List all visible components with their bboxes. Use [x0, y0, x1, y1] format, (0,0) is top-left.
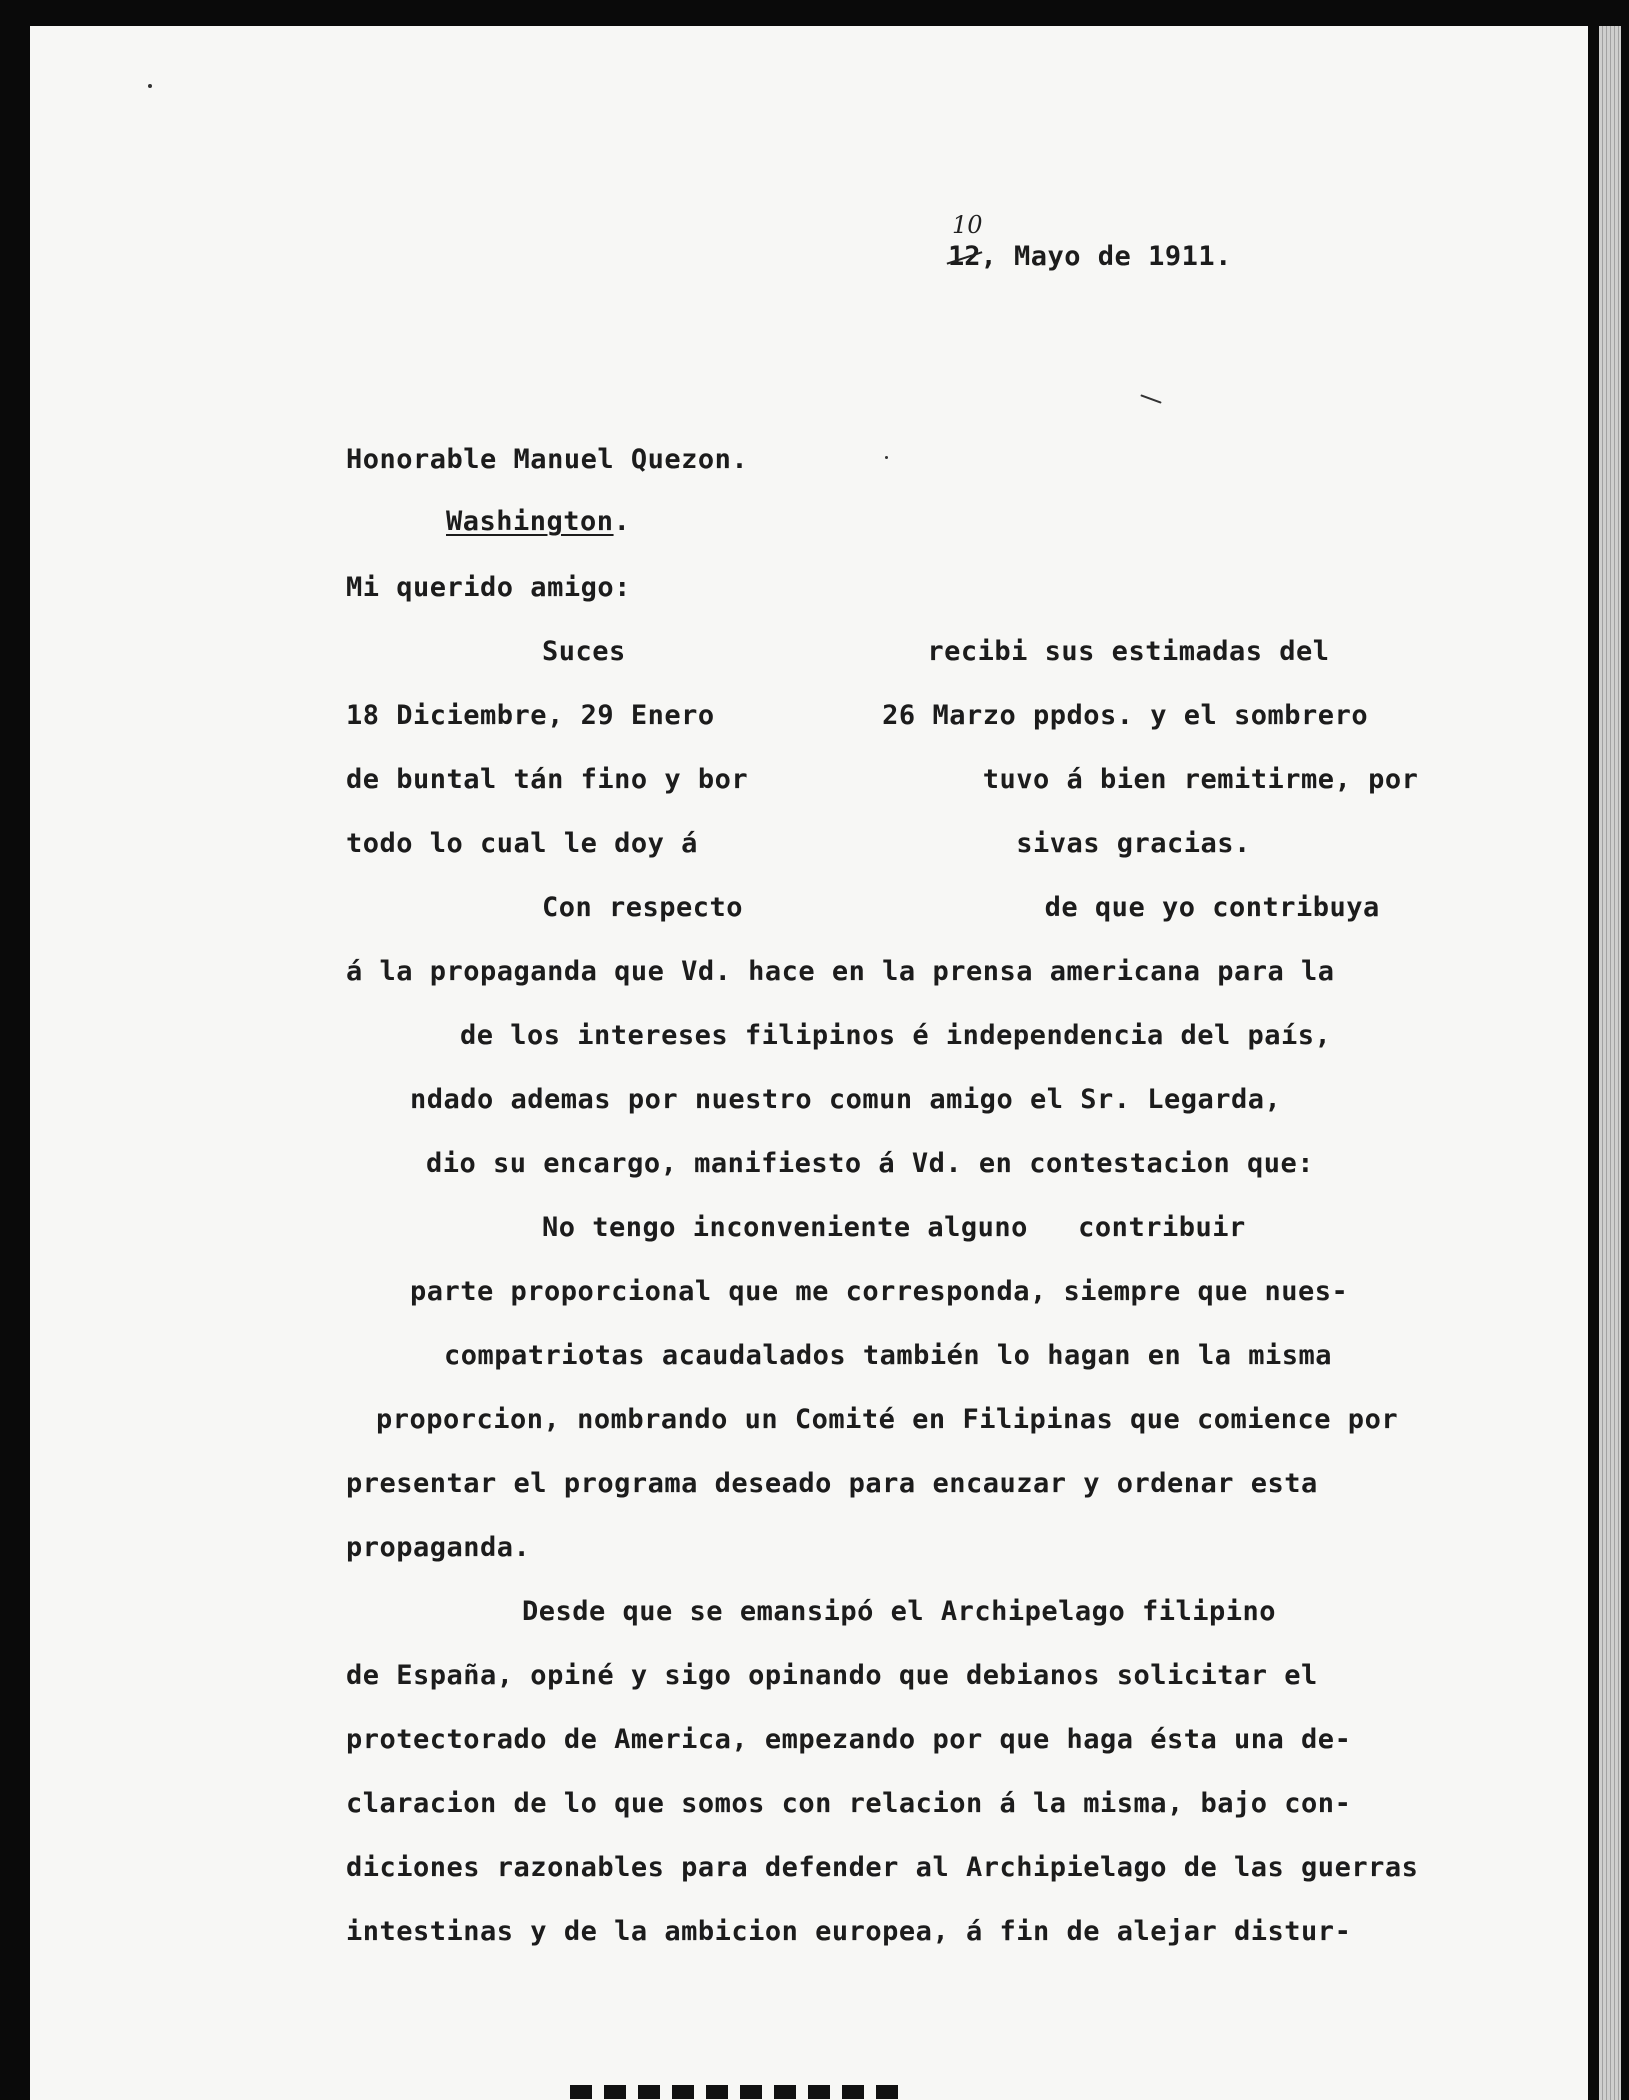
handwritten-day-number: 10: [952, 211, 983, 239]
scan-speck: [885, 456, 888, 459]
recipient-name: Honorable Manuel Quezon.: [346, 444, 749, 475]
recipient-city: Washington: [446, 506, 614, 537]
salutation: Mi querido amigo:: [346, 572, 631, 603]
body-line-2: 18 Diciembre, 29 Enero 26 Marzo ppdos. y el sombrero: [346, 700, 1369, 731]
body-line-18: protectorado de America, empezando por que haga ésta una de-: [346, 1724, 1352, 1755]
letter-date: [948, 211, 1232, 272]
scan-speck: [148, 84, 152, 88]
page-edge-stack: [1599, 26, 1621, 2100]
body-line-20: diciones razonables para defender al Archipielago de las guerras: [346, 1852, 1419, 1883]
recipient-city-line: [446, 506, 630, 537]
body-line-12: compatriotas acaudalados también lo hagan en la misma: [444, 1340, 1333, 1371]
body-line-7: de los intereses filipinos é independencia del país,: [460, 1020, 1332, 1051]
body-line-14: presentar el programa deseado para encauzar y ordenar esta: [346, 1468, 1318, 1499]
bottom-scan-marks: [570, 2085, 900, 2099]
body-line-4: todo lo cual le doy á sivas gracias.: [346, 828, 1251, 859]
body-line-8: ndado ademas por nuestro comun amigo el Sr. Legarda,: [410, 1084, 1282, 1115]
body-line-6: á la propaganda que Vd. hace en la prensa americana para la: [346, 956, 1335, 987]
body-line-13: proporcion, nombrando un Comité en Filipinas que comience por: [376, 1404, 1399, 1435]
letter-page: [30, 26, 1588, 2100]
struck-day-number: 12: [948, 241, 981, 272]
body-line-3: de buntal tán fino y bor tuvo á bien remitirme, por: [346, 764, 1419, 795]
body-line-9: dio su encargo, manifiesto á Vd. en contestacion que:: [426, 1148, 1315, 1179]
body-line-1: Suces recibi sus estimadas del: [542, 636, 1330, 667]
body-line-11: parte proporcional que me corresponda, siempre que nues-: [410, 1276, 1349, 1307]
recipient-city-punct: .: [613, 506, 631, 537]
body-line-16: Desde que se emansipó el Archipelago filipino: [522, 1596, 1276, 1627]
body-line-21: intestinas y de la ambicion europea, á fin de alejar distur-: [346, 1916, 1352, 1947]
body-line-5: Con respecto de que yo contribuya: [542, 892, 1380, 923]
body-line-17: de España, opiné y sigo opinando que debianos solicitar el: [346, 1660, 1318, 1691]
body-line-15: propaganda.: [346, 1532, 531, 1563]
scan-mark: [1140, 394, 1161, 403]
body-line-10: No tengo inconveniente alguno contribuir: [542, 1212, 1246, 1243]
body-line-19: claracion de lo que somos con relacion á la misma, bajo con-: [346, 1788, 1352, 1819]
date-text: , Mayo de 1911.: [980, 241, 1232, 272]
